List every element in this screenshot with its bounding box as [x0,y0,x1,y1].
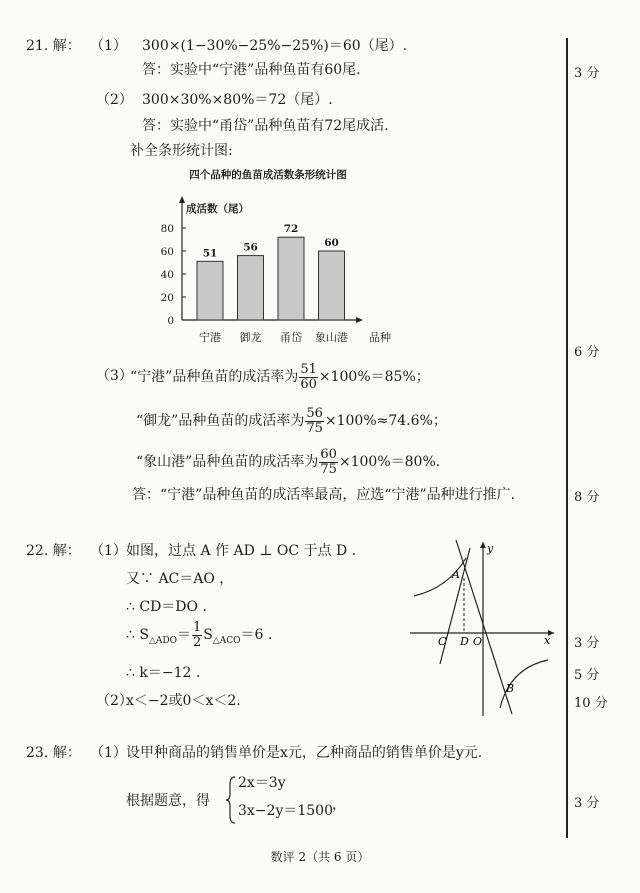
q22-line1: 如图，过点 A 作 AD ⊥ OC 于点 D . [126,543,357,559]
rate-fraction [299,363,318,392]
q23-line2: 根据题意，得 [126,793,210,809]
area-result: ＝6 . [240,627,273,643]
q23-label: 23. 解： [26,745,81,761]
area-sub-aco: △ACO [212,635,241,646]
equation-1: 2x＝3y [238,775,286,791]
y-tick-label: 80 [160,223,174,235]
rate-prefix: “宁港”品种鱼苗的成活率为 [130,369,299,385]
q22-line5: ∴ k＝−12 . [126,665,201,681]
point-b-label: B [506,682,515,695]
equation-comma: ， [332,797,346,813]
score-column-divider [566,38,568,838]
survival-rate-row [136,447,440,477]
bar [319,251,345,320]
bar-value-label: 60 [324,237,339,249]
area-symbol-2: S [203,627,213,643]
origin-label: O [473,635,483,648]
point-d-label: D [460,635,469,648]
fraction-denominator: 60 [300,376,317,392]
rate-prefix: “御龙”品种鱼苗的成活率为 [136,413,305,429]
q21-part3-label: （3） [96,368,133,384]
rate-suffix: ×100%＝80%. [338,454,441,470]
bar [278,237,304,320]
q22-part2-answer: x＜−2或0＜x＜2. [126,693,241,709]
score-22-a: 3 分 [574,636,600,651]
bar [197,261,223,320]
rate-fraction [319,448,338,477]
score-21-2: 6 分 [574,345,600,360]
page-footer: 数评 2（共 6 页） [270,850,370,864]
bar-value-label: 51 [202,247,218,260]
rate-fraction [305,407,324,436]
q21-label: 21. 解： [26,38,81,54]
equation-2: 3x−2y＝1500 [238,803,333,819]
q22-part2-label: （2） [96,693,133,709]
fraction-denominator: 75 [306,420,323,436]
score-22-b: 5 分 [574,668,600,683]
q21-part2-calc: 300×30%×80%＝72（尾）. [142,92,333,108]
hyperbola-figure [408,538,558,718]
half-fraction: $\frac{1}{2}$ [192,619,202,650]
chart-title: 四个品种的鱼苗成活数条形统计图 [189,169,347,181]
area-sub-ado: △ADO [148,635,177,646]
q22-part1-label: （1） [90,543,127,559]
point-a-label: A [452,568,460,581]
y-tick-label: 0 [167,315,174,327]
score-21-3: 8 分 [574,490,600,505]
fraction-numerator: 60 [320,446,337,462]
bar-value-label: 56 [243,241,258,254]
survival-rate-row [136,406,447,436]
q23-line1: 设甲种商品的销售单价是x元，乙种商品的销售单价是y元. [126,745,483,761]
bar-value-label: 72 [283,223,299,236]
brace-icon [226,776,236,824]
score-23-1: 3 分 [574,796,600,811]
bar-chart [140,160,410,355]
equals-sign: ＝ [176,627,191,643]
bar [238,256,264,320]
y-axis-label: 成活数（尾） [186,203,249,215]
x-axis-label: x [544,634,551,647]
category-label: 御龙 [239,331,262,344]
fraction-numerator: 56 [306,405,323,421]
q22-line3: ∴ CD＝DO . [126,599,207,615]
y-tick-label: 60 [160,246,174,258]
q21-part1-calc: 300×(1−30%−25%−25%)＝60（尾）. [142,38,408,54]
area-symbol: ∴ S [126,627,149,643]
survival-rate-row [130,362,430,392]
q23-part1-label: （1） [90,745,127,761]
q22-line2: 又∵ AC＝AO ， [126,571,234,587]
y-tick-label: 40 [160,269,174,281]
rate-suffix: ×100%≈74.6%； [324,413,447,429]
score-21-1: 3 分 [574,66,600,81]
x-axis-arrow [356,317,363,323]
category-label: 象山港 [315,331,348,344]
q21-part2-answer: 答：实验中“甬岱”品种鱼苗有72尾成活. [142,118,389,134]
x-axis-label: 品种 [369,331,391,344]
point-c-label: C [438,635,447,648]
category-label: 宁港 [199,331,221,344]
y-axis-arrow [179,196,185,203]
q21-part2-label: （2） [96,92,133,108]
category-label: 甬岱 [280,331,302,344]
score-22-c: 10 分 [574,696,608,711]
q21-part2-fill-note: 补全条形统计图: [130,143,233,159]
q21-part3-answer: 答：“宁港”品种鱼苗的成活率最高，应选“宁港”品种进行推广. [132,487,516,503]
q21-part1-label: （1） [90,38,127,54]
y-axis-label: y [487,542,494,555]
y-tick-label: 20 [160,292,174,304]
q21-part1-answer: 答：实验中“宁港”品种鱼苗有60尾. [142,62,361,78]
q22-area-equation [126,620,272,656]
rate-prefix: “象山港”品种鱼苗的成活率为 [136,454,319,470]
q22-label: 22. 解： [26,543,81,559]
fraction-denominator: 75 [320,461,337,477]
fraction-numerator: 51 [300,361,317,377]
rate-suffix: ×100%＝85%； [318,369,430,385]
